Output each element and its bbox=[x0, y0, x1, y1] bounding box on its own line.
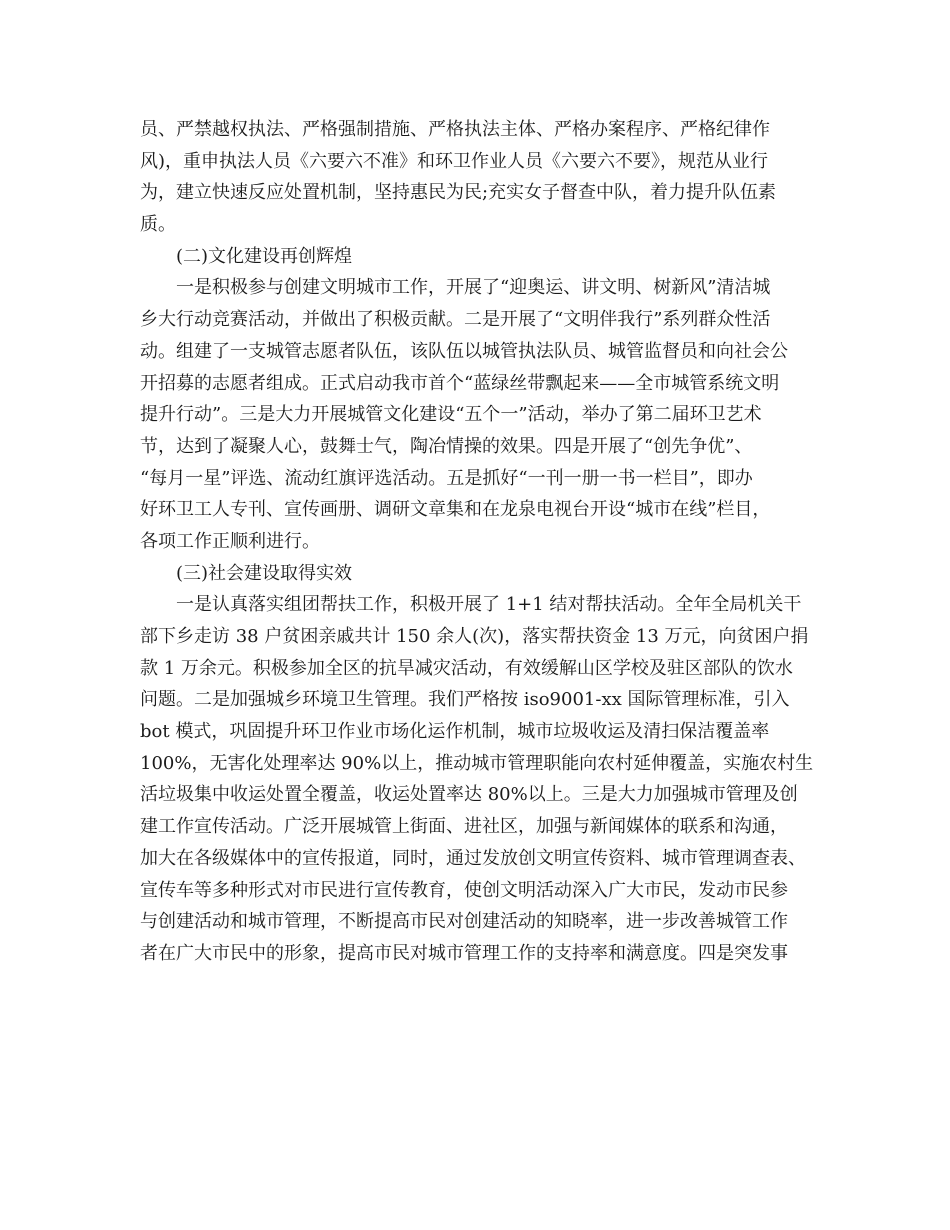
text-line: 好环卫工人专刊、宣传画册、调研文章集和在龙泉电视台开设“城市在线”栏目， bbox=[140, 499, 771, 521]
text-line: 提升行动”。三是大力开展城管文化建设“五个一”活动，举办了第二届环卫艺术 bbox=[140, 404, 762, 426]
text-line: 动。组建了一支城管志愿者队伍，该队伍以城管执法队员、城管监督员和向社会公 bbox=[140, 340, 788, 362]
text-line: 建工作宣传活动。广泛开展城管上街面、进社区，加强与新闻媒体的联系和沟通， bbox=[140, 816, 788, 838]
text-line: “每月一星”评选、流动红旗评选活动。五是抓好“一刊一册一书一栏目”，即办 bbox=[140, 467, 753, 489]
document-body bbox=[140, 114, 830, 970]
text-line: 一是积极参与创建文明城市工作，开展了“迎奥运、讲文明、树新风”清洁城 bbox=[176, 277, 771, 299]
text-line: 部下乡走访 38 户贫困亲戚共计 150 余人(次)，落实帮扶资金 13 万元，向贫困户捐 bbox=[140, 626, 809, 647]
text-line: (二)文化建设再创辉煌 bbox=[176, 245, 353, 267]
text-line: 与创建活动和城市管理，不断提高市民对创建活动的知晓率，进一步改善城管工作 bbox=[140, 911, 788, 933]
text-line: 宣传车等多种形式对市民进行宣传教育，使创文明活动深入广大市民，发动市民参 bbox=[140, 879, 788, 901]
text-line: 问题。二是加强城乡环境卫生管理。我们严格按 iso9001-xx 国际管理标准，引入 bbox=[140, 689, 790, 711]
text-line: 各项工作正顺利进行。 bbox=[140, 530, 320, 552]
text-line: bot 模式，巩固提升环卫作业市场化运作机制，城市垃圾收运及清扫保洁覆盖率 bbox=[140, 721, 770, 743]
text-line: 节，达到了凝聚人心，鼓舞士气，陶冶情操的效果。四是开展了“创先争优”、 bbox=[140, 435, 753, 457]
text-line: 者在广大市民中的形象，提高市民对城市管理工作的支持率和满意度。四是突发事 bbox=[140, 942, 788, 964]
text-line: 员、严禁越权执法、严格强制措施、严格执法主体、严格办案程序、严格纪律作 bbox=[140, 119, 770, 140]
text-line: 100%，无害化处理率达 90%以上，推动城市管理职能向农村延伸覆盖，实施农村生 bbox=[140, 752, 814, 774]
text-line: 为，建立快速反应处置机制，坚持惠民为民;充实女子督查中队，着力提升队伍素 bbox=[140, 182, 777, 204]
text-line: 款 1 万余元。积极参加全区的抗旱减灾活动，有效缓解山区学校及驻区部队的饮水 bbox=[140, 657, 793, 679]
text-line: 一是认真落实组团帮扶工作，积极开展了 1+1 结对帮扶活动。全年全局机关干 bbox=[176, 594, 802, 616]
text-line: 加大在各级媒体中的宣传报道，同时，通过发放创文明宣传资料、城市管理调查表、 bbox=[140, 847, 806, 869]
text-line: 活垃圾集中收运处置全覆盖，收运处置率达 80%以上。三是大力加强城市管理及创 bbox=[140, 784, 798, 806]
text-line: 质。 bbox=[140, 214, 176, 236]
text-line: 乡大行动竞赛活动，并做出了积极贡献。二是开展了“文明伴我行”系列群众性活 bbox=[140, 309, 771, 331]
text-line: 风)，重申执法人员《六要六不准》和环卫作业人员《六要六不要》，规范从业行 bbox=[140, 150, 769, 172]
text-line: (三)社会建设取得实效 bbox=[176, 562, 353, 584]
text-line: 开招募的志愿者组成。正式启动我市首个“蓝绿丝带飘起来——全市城管系统文明 bbox=[140, 372, 780, 394]
